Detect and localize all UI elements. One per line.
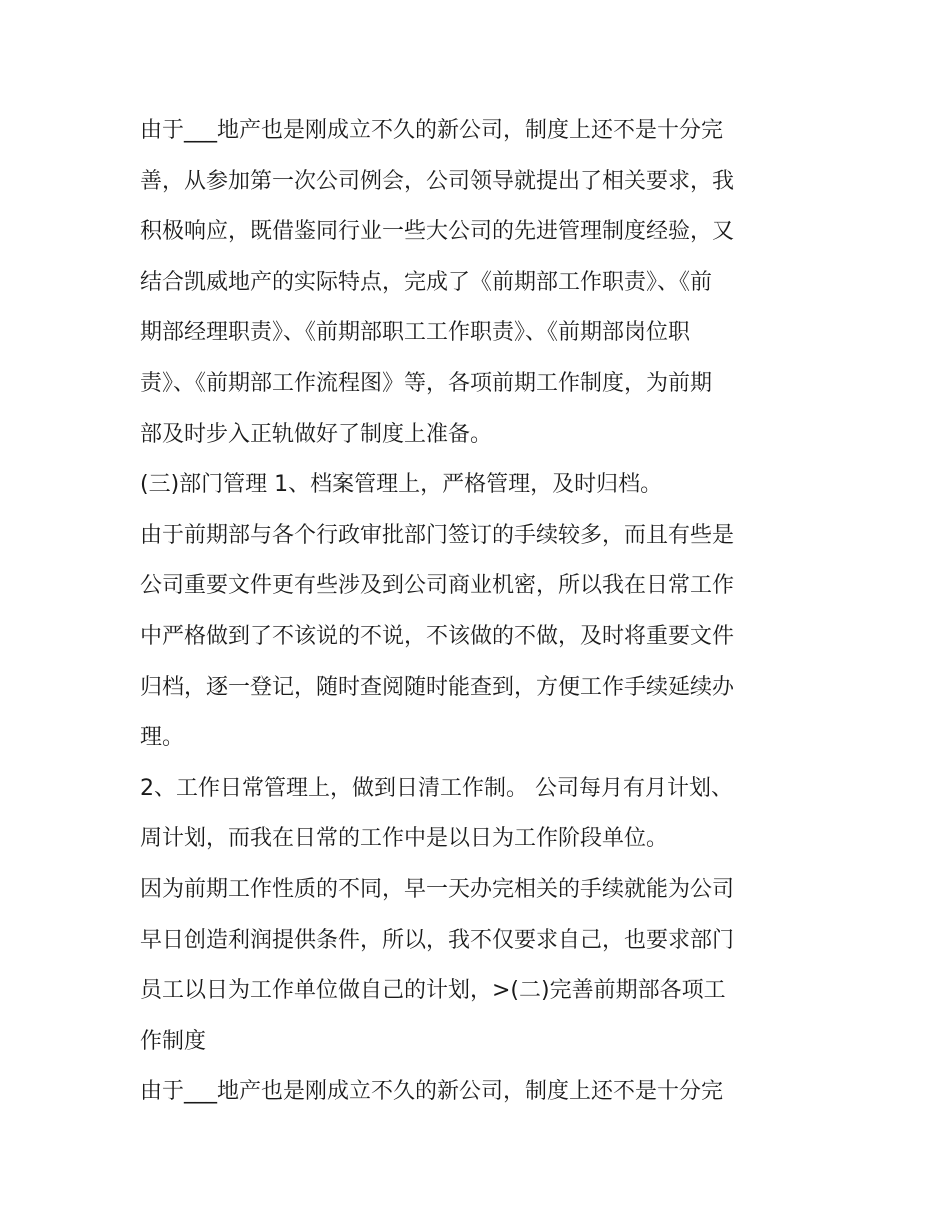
text-line: 员工以日为工作单位做自己的计划，>(二)完善前期部各项工	[140, 978, 726, 1004]
text-line: 中严格做到了不该说的不说，不该做的不做，及时将重要文件	[140, 623, 735, 649]
text-line: 责》、《前期部工作流程图》等，各项前期工作制度，为前期	[140, 370, 713, 396]
text-line: 由于___地产也是刚成立不久的新公司，制度上还不是十分完	[140, 118, 724, 143]
text-line: 部及时步入正轨做好了制度上准备。	[140, 421, 493, 447]
text-line: 因为前期工作性质的不同，早一天办完相关的手续就能为公司	[140, 876, 735, 902]
text-line: 由于前期部与各个行政审批部门签订的手续较多，而且有些是	[140, 522, 735, 548]
text-line: 2、工作日常管理上，做到日清工作制。 公司每月有月计划、	[140, 775, 733, 801]
text-line: 归档，逐一登记，随时查阅随时能查到，方便工作手续延续办	[140, 674, 735, 700]
text-line: 善，从参加第一次公司例会，公司领导就提出了相关要求，我	[140, 168, 735, 194]
text-line: 由于___地产也是刚成立不久的新公司，制度上还不是十分完	[140, 1079, 724, 1105]
text-line: 周计划，而我在日常的工作中是以日为工作阶段单位。	[140, 826, 669, 852]
text-line: 公司重要文件更有些涉及到公司商业机密，所以我在日常工作	[140, 573, 735, 599]
text-line: 积极响应，既借鉴同行业一些大公司的先进管理制度经验，又	[140, 219, 735, 245]
document-body	[140, 106, 812, 1118]
text-line: 理。	[140, 725, 185, 751]
text-line: 作制度	[140, 1028, 207, 1054]
section-heading-line: (三)部门管理 1、档案管理上，严格管理，及时归档。	[140, 472, 663, 498]
text-line: 期部经理职责》、《前期部职工工作职责》、《前期部岗位职	[140, 320, 691, 346]
text-line: 结合凯威地产的实际特点，完成了《前期部工作职责》、《前	[140, 269, 713, 295]
text-line: 早日创造利润提供条件，所以，我不仅要求自己，也要求部门	[140, 927, 735, 953]
